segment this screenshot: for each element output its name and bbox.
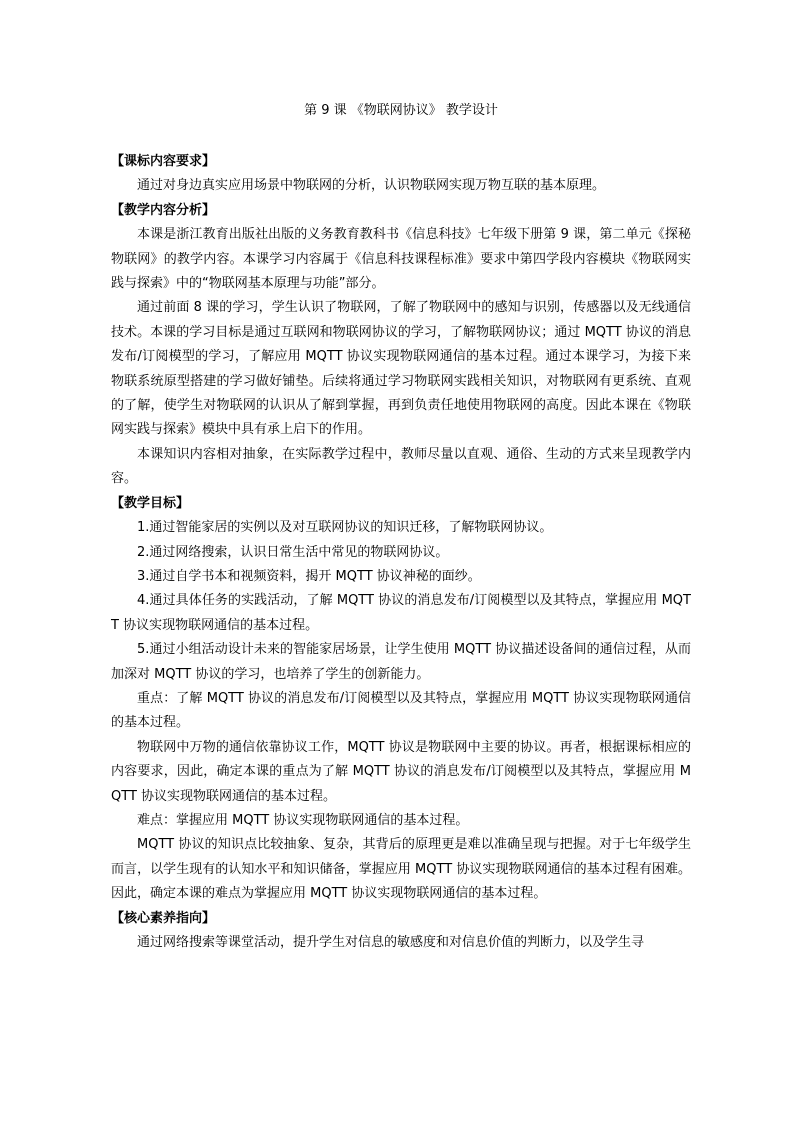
objective-item: 1.通过智能家居的实例以及对互联网协议的知识迁移，了解物联网协议。 <box>137 520 553 536</box>
key-point-paragraph: 重点：了解 MQTT 协议的消息发布/订阅模型以及其特点，掌握应用 MQTT 协议实现物联网通信的基本过程。 <box>111 690 691 731</box>
paragraph: 通过前面 8 课的学习，学生认识了物联网，了解了物联网中的感知与识别，传感器以及无线通信技术。本课的学习目标是通过互联网和物联网协议的学习，了解物联网协议；通过 MQTT 协议的消息发布/订阅模型的学习，了解应用 MQTT 协议实现物联网通信的基本过程。通过本课学习，为接下来物联系统原型搭建的学习做好铺垫。后续将通过学习物联网实践相关知识，对物联网有更系统、直观的了解，使学生对物联网的认识从了解到掌握，再到负责任地使用物联网的高度。因此本课在《物联网实践与探索》模块中具有承上启下的作用。 <box>111 300 691 438</box>
paragraph: 通过对身边真实应用场景中物联网的分析，认识物联网实现万物互联的基本原理。 <box>137 178 606 194</box>
section-heading-content-analysis: 【教学内容分析】 <box>111 202 216 218</box>
section-heading-core-literacy: 【核心素养指向】 <box>111 910 216 926</box>
objective-item: 5.通过小组活动设计未来的智能家居场景，让学生使用 MQTT 协议描述设备间的通信过程，从而加深对 MQTT 协议的学习，也培养了学生的创新能力。 <box>111 642 691 682</box>
document-title: 第 9 课 《物联网协议》 教学设计 <box>304 103 498 118</box>
section-heading-curriculum-requirements: 【课标内容要求】 <box>111 154 216 169</box>
paragraph: 本课是浙江教育出版社出版的义务教育教科书《信息科技》七年级下册第 9 课，第二单元《探秘物联网》的教学内容。本课学习内容属于《信息科技课程标准》要求中第四学段内容模块《物联网实践与探索》中的“物联网基本原理与功能”部分。 <box>111 227 691 292</box>
paragraph: 本课知识内容相对抽象，在实际教学过程中，教师尽量以直观、通俗、生动的方式来呈现教学内容。 <box>111 446 691 487</box>
objective-item: 2.通过网络搜索，认识日常生活中常见的物联网协议。 <box>137 544 449 560</box>
paragraph: MQTT 协议的知识点比较抽象、复杂，其背后的原理更是难以准确呈现与把握。对于七年级学生而言，以学生现有的认知水平和知识储备，掌握应用 MQTT 协议实现物联网通信的基本过程有困难。因此，确定本课的难点为掌握应用 MQTT 协议实现物联网通信的基本过程。 <box>111 837 691 902</box>
objective-item: 3.通过自学书本和视频资料，揭开 MQTT 协议神秘的面纱。 <box>137 568 481 584</box>
document-body <box>111 150 691 955</box>
difficulty-paragraph: 难点：掌握应用 MQTT 协议实现物联网通信的基本过程。 <box>137 812 469 828</box>
objective-item: 4.通过具体任务的实践活动，了解 MQTT 协议的消息发布/订阅模型以及其特点，掌握应用 MQTT 协议实现物联网通信的基本过程。 <box>111 593 691 633</box>
section-heading-teaching-objectives: 【教学目标】 <box>111 495 190 511</box>
paragraph: 通过网络搜索等课堂活动，提升学生对信息的敏感度和对信息价值的判断力，以及学生寻 <box>137 935 645 950</box>
paragraph: 物联网中万物的通信依靠协议工作，MQTT 协议是物联网中主要的协议。再者，根据课标相应的内容要求，因此，确定本课的重点为了解 MQTT 协议的消息发布/订阅模型以及其特点，掌握应用 MQTT 协议实现物联网通信的基本过程。 <box>111 739 691 804</box>
